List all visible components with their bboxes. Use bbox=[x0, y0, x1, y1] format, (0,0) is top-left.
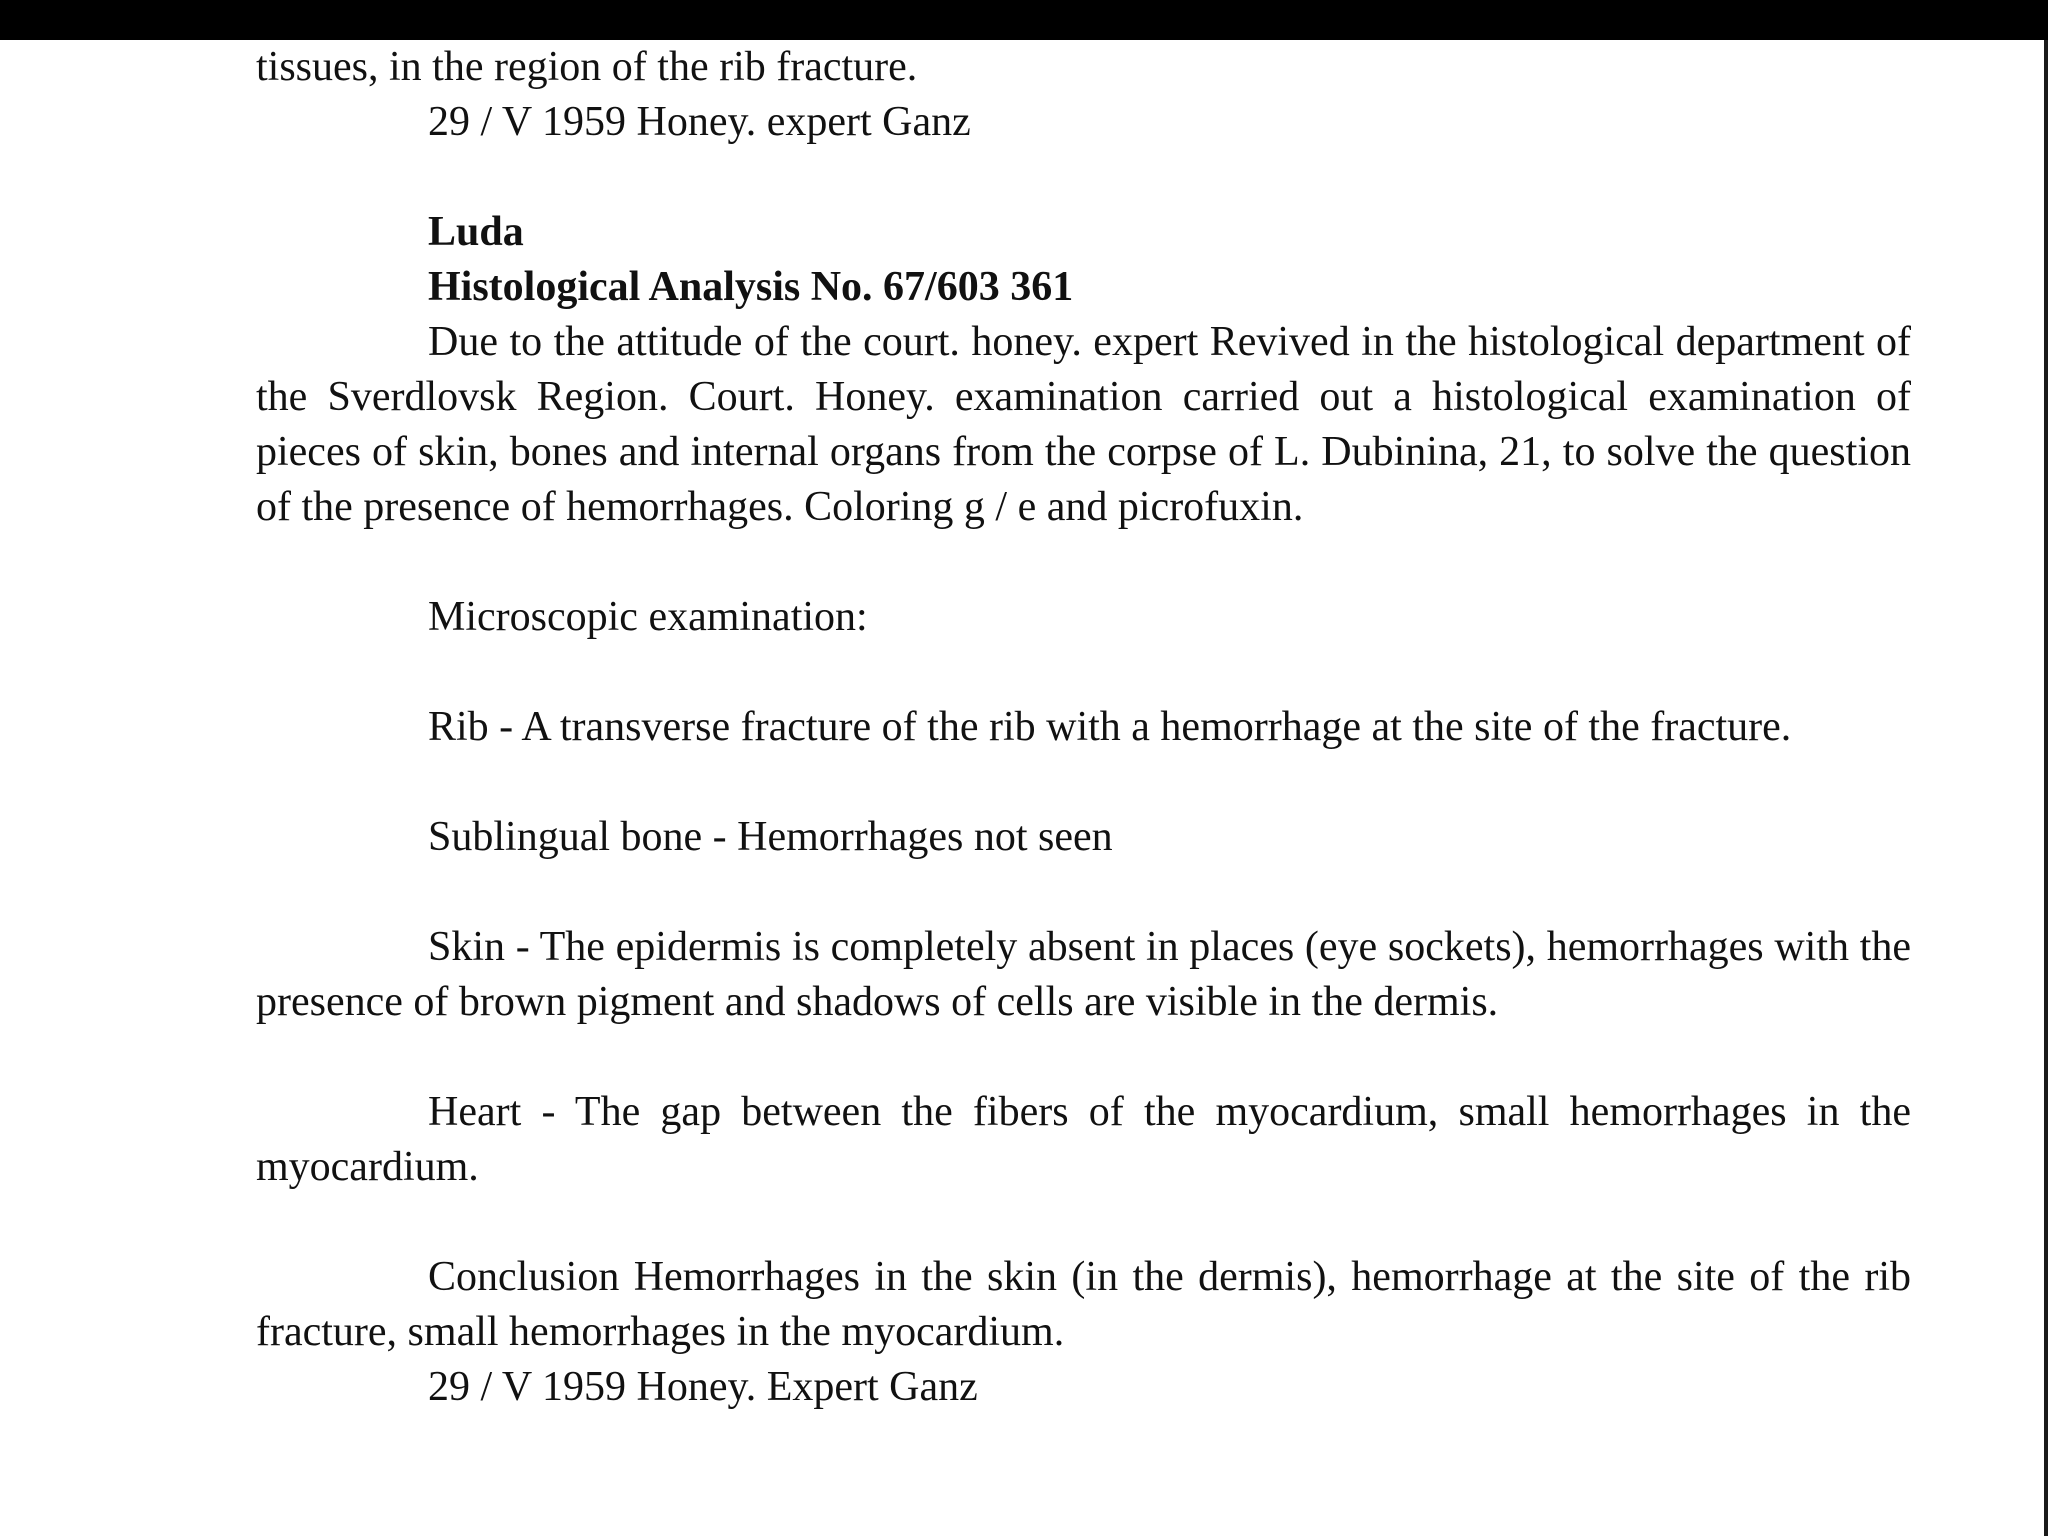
finding-heart: Heart - The gap between the fibers of the myocardium, small hemorrhages in the myocardium. bbox=[256, 1089, 1911, 1190]
spacer bbox=[256, 755, 1911, 810]
signature-top: 29 / V 1959 Honey. expert Ganz bbox=[428, 99, 971, 145]
finding-skin: Skin - The epidermis is completely absent in places (eye sockets), hemorrhages with the presence of brown pigment and shadows of cells are visible in the dermis. bbox=[256, 924, 1911, 1025]
top-black-bar bbox=[0, 0, 2048, 40]
conclusion-paragraph: Conclusion Hemorrhages in the skin (in the dermis), hemorrhage at the site of the rib fracture, small hemorrhages in the myocardium. bbox=[256, 1254, 1911, 1355]
spacer bbox=[256, 1195, 1911, 1250]
spacer bbox=[256, 865, 1911, 920]
right-edge-border bbox=[2044, 40, 2048, 1536]
spacer bbox=[256, 535, 1911, 590]
section-title: Histological Analysis No. 67/603 361 bbox=[428, 264, 1074, 310]
top-fragment-text: tissues, in the region of the rib fracture. bbox=[256, 44, 918, 90]
document-page bbox=[256, 40, 1911, 1415]
finding-sublingual-bone: Sublingual bone - Hemorrhages not seen bbox=[428, 814, 1113, 860]
section-name: Luda bbox=[428, 209, 524, 255]
spacer bbox=[256, 645, 1911, 700]
spacer bbox=[256, 1030, 1911, 1085]
spacer bbox=[256, 150, 1911, 205]
microscopic-heading: Microscopic examination: bbox=[428, 594, 868, 640]
intro-paragraph: Due to the attitude of the court. honey. expert Revived in the histological department of the Sverdlovsk Region. Court. Honey. examination carried out a histological examination of pieces of skin, bones and internal organs from the corpse of L. Dubinina, 21, to solve the question of the presence of hemorrhages. Coloring g / e and picrofuxin. bbox=[256, 319, 1911, 530]
signature-bottom: 29 / V 1959 Honey. Expert Ganz bbox=[428, 1364, 978, 1410]
finding-rib: Rib - A transverse fracture of the rib with a hemorrhage at the site of the fracture. bbox=[428, 704, 1792, 750]
